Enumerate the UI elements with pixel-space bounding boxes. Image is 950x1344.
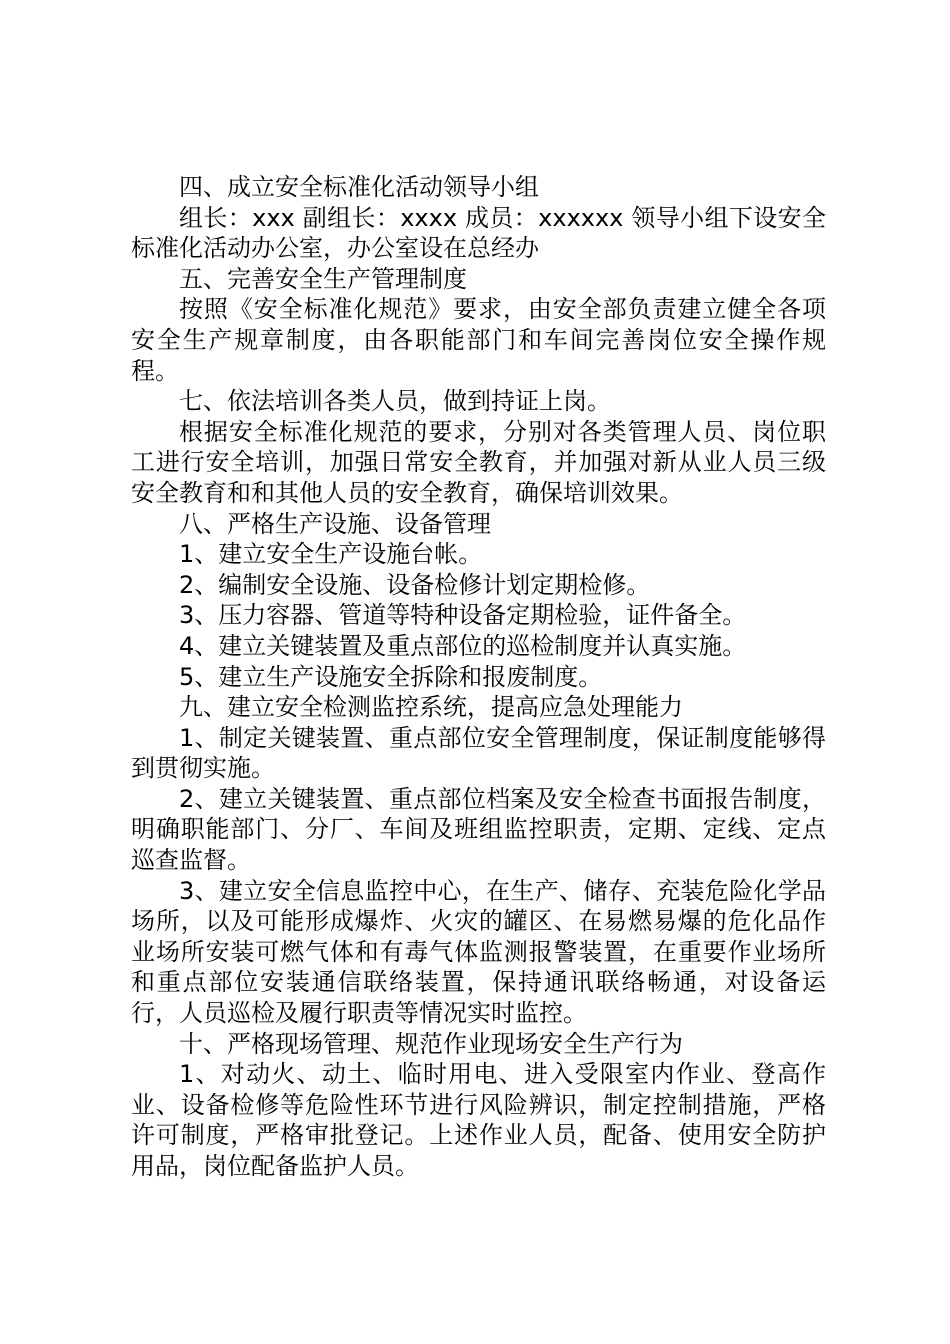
section-heading-9: 九、建立安全检测监控系统，提高应急处理能力	[179, 693, 683, 722]
section-heading-10: 十、严格现场管理、规范作业现场安全生产行为	[179, 1029, 683, 1058]
document-page	[131, 172, 826, 1182]
list-item: 2、编制安全设施、设备检修计划定期检修。	[179, 570, 651, 599]
list-item: 2、建立关键装置、重点部位档案及安全检查书面报告制度，明确职能部门、分厂、车间及班组监控职责，定期、定线、定点巡查监督。	[131, 784, 826, 875]
paragraph-training: 根据安全标准化规范的要求，分别对各类管理人员、岗位职工进行安全培训，加强日常安全教育，并加强对新从业人员三级安全教育和和其他人员的安全教育，确保培训效果。	[131, 417, 826, 507]
list-item: 4、建立关键装置及重点部位的巡检制度并认真实施。	[179, 631, 747, 660]
list-item: 3、建立安全信息监控中心，在生产、储存、充装危险化学品场所，以及可能形成爆炸、火灾的罐区、在易燃易爆的危化品作业场所安装可燃气体和有毒气体监测报警装置，在重要作业场所和重点部位安装通信联络装置，保持通讯联络畅通，对设备运行，人员巡检及履行职责等情况实时监控。	[131, 876, 826, 1028]
section-heading-4: 四、成立安全标准化活动领导小组	[179, 173, 539, 201]
list-item: 1、对动火、动土、临时用电、进入受限室内作业、登高作业、设备检修等危险性环节进行风险辨识，制定控制措施，严格许可制度，严格审批登记。上述作业人员，配备、使用安全防护用品，岗位配备监护人员。	[131, 1060, 826, 1180]
paragraph-leadership-members: 组长：xxx 副组长：xxxx 成员：xxxxxx 领导小组下设安全标准化活动办公室，办公室设在总经办	[131, 203, 826, 263]
section-heading-7: 七、依法培训各类人员，做到持证上岗。	[179, 387, 611, 416]
section-heading-8: 八、严格生产设施、设备管理	[179, 509, 491, 538]
list-item: 5、建立生产设施安全拆除和报废制度。	[179, 662, 603, 691]
list-item: 1、制定关键装置、重点部位安全管理制度，保证制度能够得到贯彻实施。	[131, 723, 826, 783]
list-item: 3、压力容器、管道等特种设备定期检验，证件备全。	[179, 601, 747, 630]
list-item: 1、建立安全生产设施台帐。	[179, 540, 483, 569]
section-heading-5: 五、完善安全生产管理制度	[179, 264, 467, 293]
paragraph-management-rules: 按照《安全标准化规范》要求，由安全部负责建立健全各项安全生产规章制度，由各职能部门和车间完善岗位安全操作规程。	[131, 295, 826, 385]
